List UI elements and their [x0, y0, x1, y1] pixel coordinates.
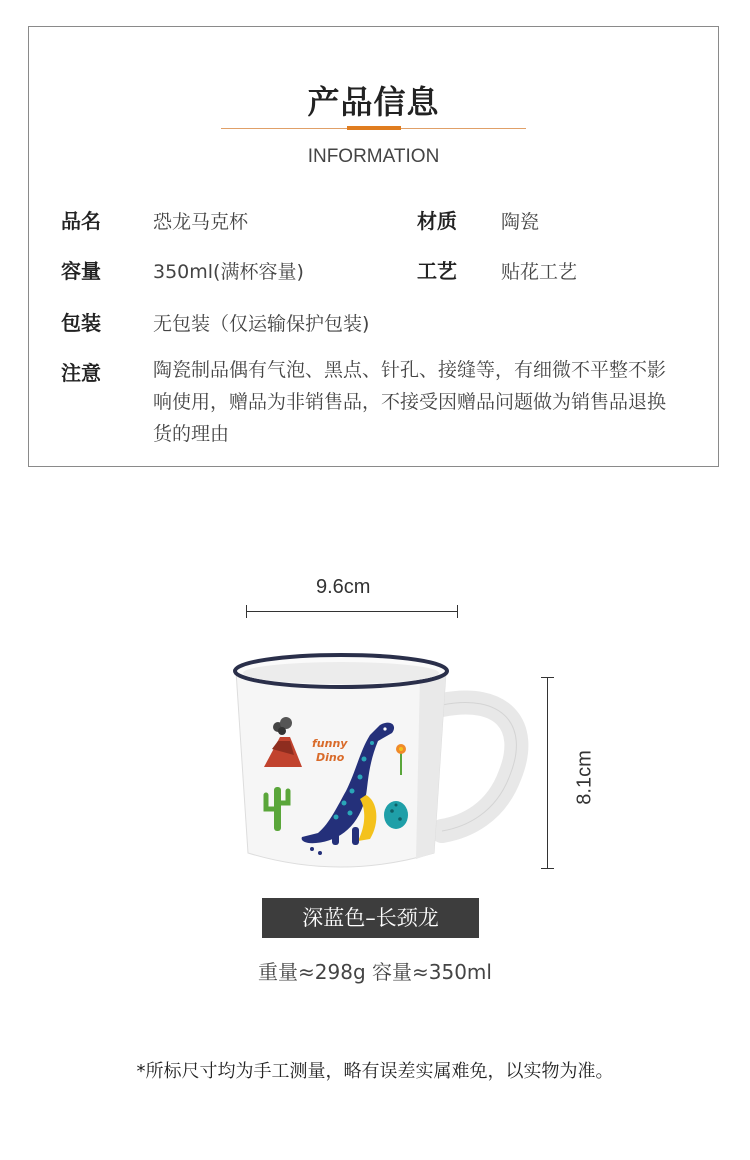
- product-info-panel: [28, 26, 719, 467]
- width-dimension-label: 9.6cm: [316, 576, 371, 598]
- width-dimension-line: [246, 611, 458, 612]
- name-label: 品名: [61, 209, 101, 233]
- width-dimension-tick-left: [246, 605, 247, 618]
- info-subtitle: INFORMATION: [307, 146, 440, 167]
- material-value: 陶瓷: [501, 211, 540, 233]
- note-value: 陶瓷制品偶有气泡、黑点、针孔、接缝等，有细微不平整不影响使用，赠品为非销售品，不接受因赠品问题做为销售品退换货的理由: [153, 359, 667, 445]
- package-label: 包装: [61, 311, 101, 335]
- capacity-value: 350ml(满杯容量): [153, 261, 304, 283]
- variant-label: 深蓝色–长颈龙: [262, 898, 479, 938]
- height-dimension-tick-top: [541, 677, 554, 678]
- craft-value: 贴花工艺: [501, 261, 578, 283]
- height-dimension-label: 8.1cm: [573, 750, 596, 805]
- width-dimension-tick-right: [457, 605, 458, 618]
- package-value: 无包装（仅运输保护包装): [153, 313, 370, 335]
- name-value: 恐龙马克杯: [153, 211, 249, 233]
- mug-print-dino: Dino: [316, 751, 345, 764]
- craft-label: 工艺: [417, 259, 457, 283]
- measurement-footnote: *所标尺寸均为手工测量，略有误差实属难免，以实物为准。: [136, 1061, 614, 1082]
- capacity-label: 容量: [61, 259, 101, 283]
- mug-print-funny: funny: [312, 737, 348, 750]
- material-label: 材质: [417, 209, 457, 233]
- height-dimension-line: [547, 677, 548, 869]
- height-dimension-tick-bottom: [541, 868, 554, 869]
- note-label: 注意: [61, 361, 101, 385]
- info-title: 产品信息: [307, 83, 440, 121]
- title-accent-bar: [347, 126, 401, 130]
- mug-image: [220, 645, 540, 885]
- weight-capacity-specs: 重量≈298g 容量≈350ml: [258, 960, 492, 984]
